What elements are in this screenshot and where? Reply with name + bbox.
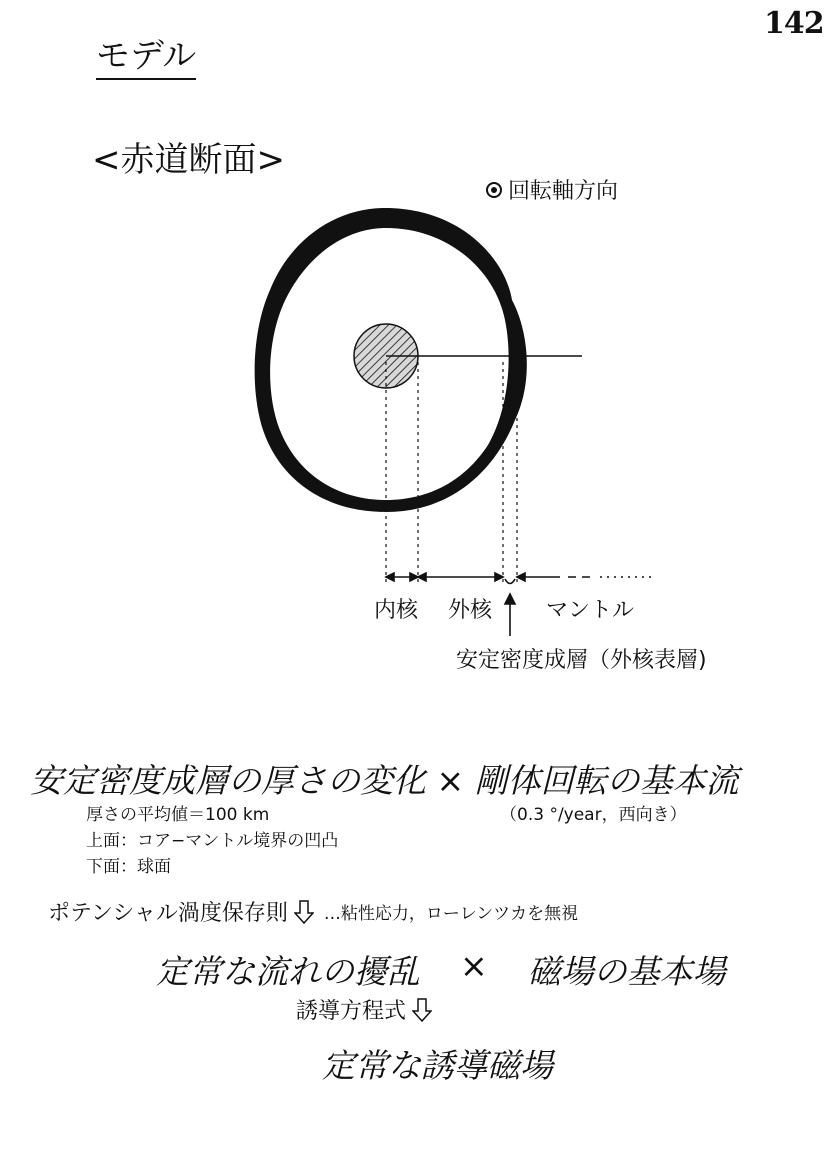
page-number: 142 [764,6,824,41]
section-title: モデル [96,36,196,80]
guide-lines [386,362,517,582]
down-arrow-icon [412,998,432,1022]
headline-flow-disturbance [156,946,726,993]
down-arrow-icon [294,900,314,924]
step-1-label: ポテンシャル渦度保存則 [48,901,288,926]
outer-core-label: 外核 [448,598,493,623]
bottom-surface-note: 下面：球面 [86,857,171,877]
step-1-note: …粘性応力，ローレンツカを無視 [323,904,579,924]
headline-2-right: 磁場の基本場 [527,952,726,991]
inner-core-label: 内核 [374,598,419,623]
step-induction-equation [296,994,432,1025]
step-2-label: 誘導方程式 [296,999,407,1024]
equatorial-section-heading: <赤道断面> [92,140,285,180]
top-surface-note: 上面：コア−マントル境界の凹凸 [86,831,339,851]
headline-induced-field: 定常な誘導磁場 [322,1046,553,1085]
rotation-rate-note: （0.3 °/year，西向き） [500,805,687,825]
headline-2-left: 定常な流れの擾乱 [156,952,420,991]
step-potential-vorticity [48,896,578,927]
rotation-axis-label: 回転軸方向 [508,179,619,204]
mantle-label: マントル [546,598,635,623]
thickness-mean-note: 厚さの平均値＝100 km [86,805,270,825]
headline-2-operator: × [460,946,488,985]
headline-thickness-change: 安定密度成層の厚さの変化 × 剛体回転の基本流 [30,761,739,800]
stable-layer-label: 安定密度成層（外核表層) [456,648,707,673]
